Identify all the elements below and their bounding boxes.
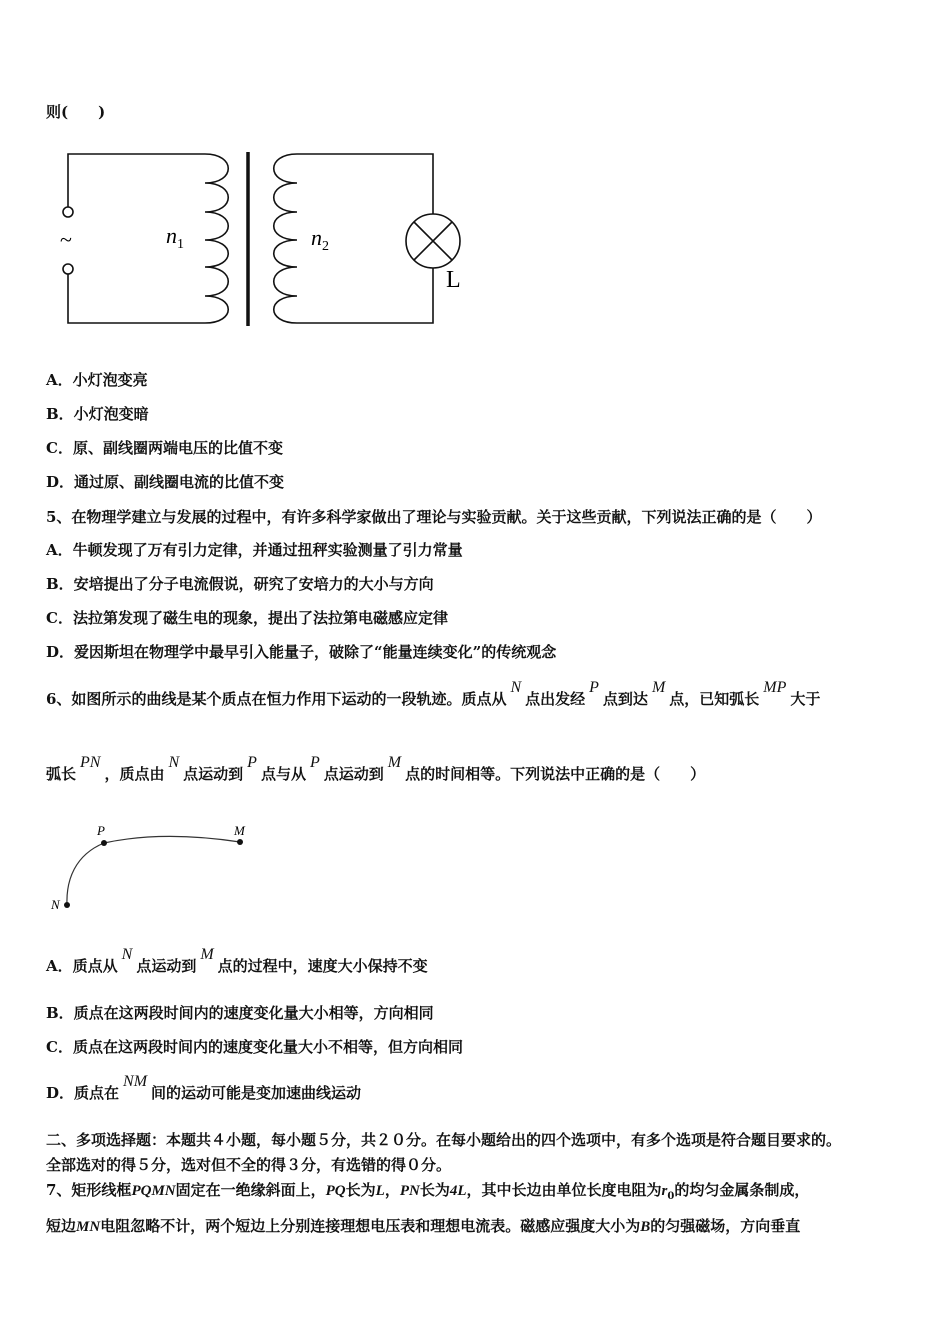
point-m <box>237 839 243 845</box>
q6-option-b: B．质点在这两段时间内的速度变化量大小相等，方向相同 <box>46 1004 434 1022</box>
ac-symbol: ~ <box>60 227 72 252</box>
var-p: P <box>589 679 599 696</box>
point-n <box>64 902 70 908</box>
q7-stem-line2: 短边MN电阻忽略不计，两个短边上分别连接理想电压表和理想电流表。磁感应强度大小为B的匀强磁场，方向垂直 <box>46 1217 801 1235</box>
secondary-wire-bottom <box>297 268 433 323</box>
q7-stem-line1: 7、矩形线框PQMN固定在一绝缘斜面上，PQ长为L，PN长为4L，其中长边由单位长度电阻为$r_0$的均匀金属条制成， <box>46 1181 810 1202</box>
transformer-circuit-diagram <box>50 145 480 335</box>
q6-stem-line1: 6、如图所示的曲线是某个质点在恒力作用下运动的一段轨迹。质点从N点出发经P点到达M点，已知弧长MP大于 <box>46 679 821 708</box>
var-m: M <box>387 754 402 771</box>
var-nm: NM <box>123 1073 148 1090</box>
previous-question-tail: 则( ) <box>46 103 106 121</box>
q5-option-d: D．爱因斯坦在物理学中最早引入能量子，破除了“能量连续变化”的传统观念 <box>46 643 557 661</box>
var-pn: PN <box>80 754 101 771</box>
n1-label: $n_1$ <box>166 223 184 252</box>
q4-option-c: C．原、副线圈两端电压的比值不变 <box>46 439 283 457</box>
q5-option-b: B．安培提出了分子电流假说，研究了安培力的大小与方向 <box>46 575 434 593</box>
q5-option-c: C．法拉第发现了磁生电的现象，提出了法拉第电磁感应定律 <box>46 609 448 627</box>
q4-option-a: A．小灯泡变亮 <box>46 371 148 389</box>
var-n: N <box>510 679 522 696</box>
lamp-label: L <box>446 267 461 293</box>
var-n: N <box>121 946 133 963</box>
q5-stem: 5、在物理学建立与发展的过程中，有许多科学家做出了理论与实验贡献。关于这些贡献，下列说法正确的是（ ） <box>46 508 822 526</box>
trajectory-curve <box>67 836 240 905</box>
label-p: P <box>97 823 105 838</box>
q6-option-a: A．质点从N点运动到M点的过程中，速度大小保持不变 <box>46 946 428 975</box>
primary-wire <box>68 154 205 211</box>
primary-wire-bottom <box>68 274 205 323</box>
label-m: M <box>234 823 245 838</box>
var-p: P <box>247 754 257 771</box>
var-m: M <box>651 679 666 696</box>
q6-option-c: C．质点在这两段时间内的速度变化量大小不相等，但方向相同 <box>46 1038 463 1056</box>
var-p: P <box>309 754 320 771</box>
secondary-coil <box>274 154 297 323</box>
primary-coil <box>205 154 228 323</box>
section2-heading-line1: 二、多项选择题：本题共４小题，每小题５分，共２０分。在每小题给出的四个选项中，有多个选项是符合题目要求的。 <box>46 1131 842 1149</box>
var-mp: MP <box>763 679 787 696</box>
q6-stem-line2: 弧长PN，质点由N点运动到P点与从P点运动到M点的时间相等。下列说法中正确的是（ ） <box>46 754 706 783</box>
lamp-cross <box>414 222 452 260</box>
n2-label: $n_2$ <box>311 225 329 254</box>
q5-option-a: A．牛顿发现了万有引力定律，并通过扭秤实验测量了引力常量 <box>46 541 463 559</box>
secondary-wire <box>297 154 433 214</box>
var-n: N <box>168 754 180 771</box>
section2-heading-line2: 全部选对的得５分，选对但不全的得３分，有选错的得０分。 <box>46 1156 452 1174</box>
terminal-top <box>63 207 73 217</box>
label-n: N <box>51 897 60 912</box>
q4-option-b: B．小灯泡变暗 <box>46 405 149 423</box>
q6-option-d: D．质点在NM间的运动可能是变加速曲线运动 <box>46 1073 362 1102</box>
var-m: M <box>200 946 214 963</box>
point-p <box>101 840 107 846</box>
q4-option-d: D．通过原、副线圈电流的比值不变 <box>46 473 285 491</box>
trajectory-figure <box>45 820 265 915</box>
terminal-bottom <box>63 264 73 274</box>
